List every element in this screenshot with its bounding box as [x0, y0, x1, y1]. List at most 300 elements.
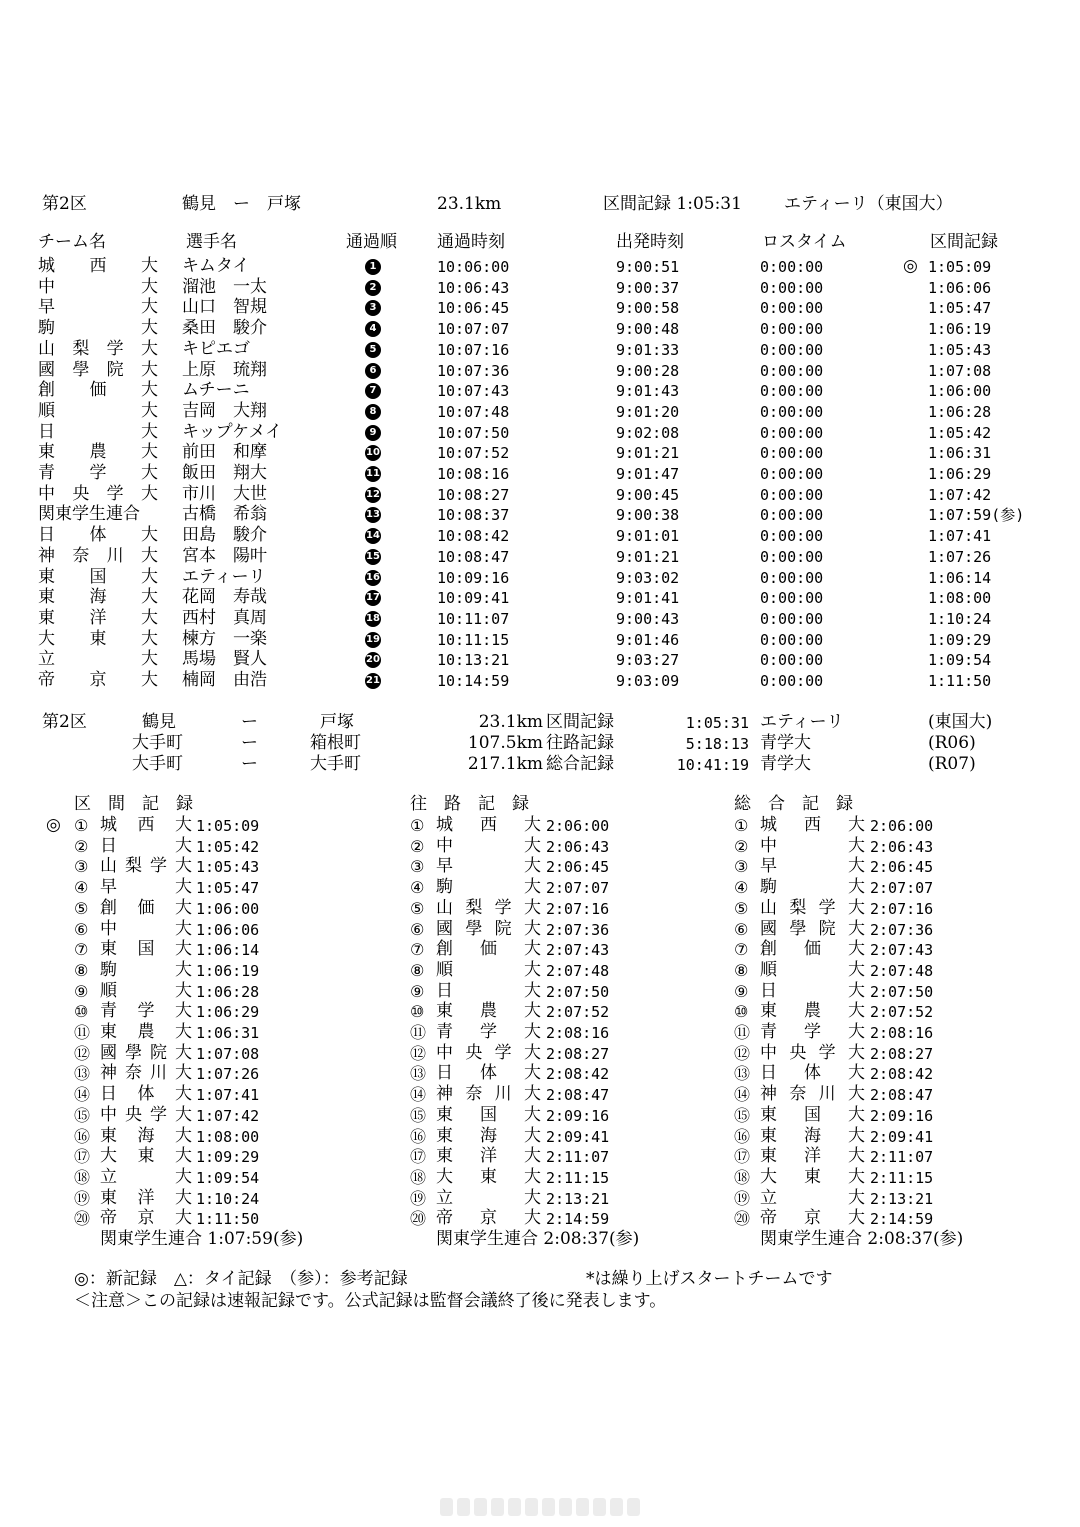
ranking-team: 東 海 大: [760, 1125, 865, 1146]
table-row: [0, 276, 1080, 299]
rank-number: ③: [410, 857, 425, 877]
ranking-team: 中 央 学 大: [760, 1042, 865, 1063]
pass-time: 10:13:21: [437, 651, 510, 670]
loss-time: 0:00:00: [760, 465, 824, 483]
runner-name: 飯田 翔大: [182, 463, 267, 483]
loss-time: 0:00:00: [760, 547, 824, 566]
rank-number: ⑧: [734, 960, 749, 980]
rank-number: ⑪: [734, 1023, 751, 1042]
rank-number: ⑥: [74, 919, 89, 939]
rank-badge: 1: [365, 259, 381, 275]
ranking-time: 1:05:43: [196, 858, 260, 877]
col-runner: 選手名: [186, 232, 237, 252]
rank-number: ②: [410, 836, 425, 856]
pass-time: 10:07:36: [437, 361, 510, 380]
team-name: 早 大: [38, 297, 158, 318]
ranking-extra: 関東学生連合 2:08:37(参): [436, 1229, 640, 1249]
loss-time: 0:00:00: [760, 589, 824, 608]
col-loss-time: ロスタイム: [762, 232, 847, 252]
team-name: 東 海 大: [38, 587, 158, 608]
rank-number: ⑫: [74, 1043, 91, 1063]
ranking-time: 2:08:16: [870, 1024, 934, 1042]
team-name: 國 學 院 大: [38, 359, 158, 380]
ranking-time: 1:08:00: [196, 1127, 260, 1146]
pass-time: 10:07:50: [437, 423, 510, 442]
section-label: 第2区: [42, 194, 87, 214]
ranking-team: 東 洋 大: [436, 1146, 541, 1167]
table-row: [0, 672, 1080, 692]
rank-number: ⑤: [734, 898, 749, 918]
distance-label: 23.1km: [437, 194, 502, 214]
pass-time: 10:06:45: [437, 299, 510, 318]
team-name: 駒 大: [38, 318, 158, 339]
ranking-team: 日 大: [760, 980, 865, 1001]
ranking-time: 1:07:08: [196, 1044, 260, 1063]
summary-holder: エティーリ: [760, 712, 844, 732]
col-pass-time: 通過時刻: [437, 232, 505, 252]
ranking-time: 2:11:15: [546, 1168, 610, 1187]
pass-time: 10:07:52: [437, 444, 510, 463]
ranking-time: 2:07:07: [870, 879, 934, 898]
summary-label: 総合記録: [546, 754, 614, 774]
loss-time: 0:00:00: [760, 506, 824, 525]
ranking-time: 1:09:29: [196, 1148, 260, 1167]
runner-name: 田島 駿介: [182, 525, 267, 546]
team-name: 帝 京 大: [38, 670, 158, 690]
ranking-time: 2:13:21: [870, 1189, 934, 1208]
ranking-time: 2:09:16: [870, 1106, 934, 1125]
section-time: 1:06:19: [928, 320, 992, 339]
table-row: [0, 338, 1080, 361]
rank-badge: 18: [365, 611, 381, 627]
table-row: [0, 382, 1080, 402]
rank-badge: 19: [365, 632, 381, 648]
rank-badge: 15: [365, 549, 381, 565]
ranking-title: 区 間 記 録: [74, 794, 193, 814]
ranking-time: 2:06:00: [546, 817, 610, 835]
rank-badge: 2: [365, 280, 381, 296]
section-record-holder: エティーリ（東国大）: [784, 194, 953, 214]
ranking-team: 中 央 学 大: [436, 1042, 541, 1063]
loss-time: 0:00:00: [760, 568, 824, 587]
start-time: 9:01:01: [616, 527, 680, 546]
loss-time: 0:00:00: [760, 402, 824, 421]
pass-time: 10:07:43: [437, 382, 510, 401]
start-time: 9:00:45: [616, 485, 680, 504]
start-time: 9:00:37: [616, 278, 680, 297]
ranking-team: 駒 大: [100, 959, 192, 980]
ranking-team: 青 学 大: [100, 1001, 192, 1022]
ranking-team: 中 央 学 大: [100, 1104, 192, 1125]
ranking-team: 立 大: [100, 1166, 192, 1187]
runner-name: 市川 大世: [182, 483, 267, 504]
ranking-time: 1:07:26: [196, 1065, 260, 1084]
watermark: [440, 1496, 650, 1518]
runner-name: エティーリ: [182, 566, 266, 587]
new-record-mark: ◎: [46, 815, 61, 835]
ranking-time: 1:06:28: [196, 982, 260, 1001]
team-name: 神 奈 川 大: [38, 545, 158, 566]
runner-name: キムタイ: [182, 256, 250, 276]
rank-number: ⑨: [410, 981, 425, 1001]
section-time: 1:06:00: [928, 382, 992, 401]
legend-text: ◎：新記録 △：タイ記録 （参）：参考記録: [74, 1269, 408, 1289]
section-time: 1:06:31: [928, 444, 992, 463]
team-name: 山 梨 学 大: [38, 338, 158, 359]
ranking-time: 1:09:54: [196, 1168, 260, 1187]
ranking-time: 2:07:16: [546, 899, 610, 918]
pass-time: 10:06:00: [437, 258, 510, 276]
runner-name: 上原 琉翔: [182, 359, 267, 380]
col-rank: 通過順: [346, 232, 397, 252]
ranking-team: 中 大: [760, 835, 865, 856]
team-name: 日 体 大: [38, 525, 158, 546]
start-time: 9:03:09: [616, 672, 680, 690]
rank-number: ⑮: [410, 1105, 427, 1125]
table-row: [0, 465, 1080, 485]
rank-number: ⑩: [734, 1002, 749, 1022]
section-time: 1:10:24: [928, 609, 992, 628]
rank-badge: 7: [365, 383, 381, 399]
pass-time: 10:08:42: [437, 527, 510, 546]
pass-time: 10:08:47: [437, 547, 510, 566]
rank-number: ⑲: [734, 1188, 751, 1208]
pass-time: 10:07:16: [437, 340, 510, 359]
start-time: 9:00:58: [616, 299, 680, 318]
summary-note: (R07): [928, 754, 976, 774]
table-row: [0, 258, 1080, 278]
rank-number: ⑩: [410, 1002, 425, 1022]
col-section-record: 区間記録: [930, 232, 998, 252]
summary-time: 5:18:13: [685, 735, 749, 753]
team-name: 青 学 大: [38, 463, 158, 483]
ranking-team: 神 奈 川 大: [436, 1084, 541, 1105]
ranking-time: 2:13:21: [546, 1189, 610, 1208]
pass-time: 10:07:48: [437, 402, 510, 421]
table-row: [0, 421, 1080, 444]
new-record-mark: ◎: [903, 256, 918, 276]
rank-number: ⑳: [410, 1209, 427, 1229]
section-time: 1:06:29: [928, 465, 992, 483]
ranking-time: 2:08:27: [870, 1044, 934, 1063]
start-time: 9:02:08: [616, 423, 680, 442]
runner-name: 前田 和摩: [182, 442, 267, 463]
rank-number: ⑥: [734, 919, 749, 939]
rank-number: ⑧: [410, 960, 425, 980]
loss-time: 0:00:00: [760, 485, 824, 504]
start-time: 9:03:27: [616, 651, 680, 670]
section-time: 1:08:00: [928, 589, 992, 608]
rank-badge: 10: [365, 445, 381, 461]
team-name: 関東学生連合: [38, 504, 140, 525]
ranking-time: 1:07:42: [196, 1106, 260, 1125]
ranking-time: 2:07:43: [546, 941, 610, 960]
rank-number: ⑤: [74, 898, 89, 918]
runner-name: 吉岡 大翔: [182, 400, 267, 421]
rank-number: ⑰: [410, 1147, 427, 1167]
ranking-time: 2:09:41: [870, 1127, 934, 1146]
summary-label: 往路記録: [546, 733, 614, 753]
ranking-team: 國 學 院 大: [436, 918, 541, 939]
rank-badge: 12: [365, 487, 381, 503]
summary-to: 戸塚: [320, 712, 354, 732]
ranking-time: 1:05:09: [196, 817, 260, 835]
ranking-team: 城 西 大: [760, 815, 865, 835]
team-name: 中 大: [38, 276, 158, 297]
section-time: 1:05:43: [928, 340, 992, 359]
section-time: 1:07:08: [928, 361, 992, 380]
table-row: [0, 320, 1080, 340]
runner-name: 山口 智規: [182, 297, 267, 318]
ranking-team: 大 東 大: [100, 1146, 192, 1167]
runner-name: 西村 真周: [182, 607, 267, 628]
rank-number: ⑤: [410, 898, 425, 918]
rank-number: ⑭: [410, 1085, 427, 1105]
start-time: 9:00:43: [616, 609, 680, 628]
table-row: [0, 628, 1080, 651]
loss-time: 0:00:00: [760, 423, 824, 442]
rank-number: ⑦: [734, 940, 749, 960]
section-time: 1:06:28: [928, 402, 992, 421]
ranking-time: 1:06:06: [196, 920, 260, 939]
summary-note: (東国大): [928, 712, 993, 732]
rank-number: ①: [734, 816, 749, 835]
table-row: [0, 651, 1080, 671]
start-time: 9:00:48: [616, 320, 680, 339]
rank-badge: 16: [365, 570, 381, 586]
ranking-time: 2:07:16: [870, 899, 934, 918]
pass-time: 10:14:59: [437, 672, 510, 690]
rank-number: ⑳: [734, 1209, 751, 1229]
team-name: 日 大: [38, 421, 158, 442]
rank-number: ⑦: [74, 940, 89, 960]
ranking-time: 2:14:59: [546, 1210, 610, 1229]
ranking-time: 2:06:45: [546, 858, 610, 877]
team-name: 立 大: [38, 649, 158, 670]
ranking-time: 2:11:07: [870, 1148, 934, 1167]
ranking-extra: 関東学生連合 2:08:37(参): [760, 1229, 964, 1249]
rank-number: ⑳: [74, 1209, 91, 1229]
start-time: 9:01:21: [616, 547, 680, 566]
summary-to: 箱根町: [310, 733, 361, 753]
rank-number: ⑯: [410, 1126, 427, 1146]
start-time: 9:00:38: [616, 506, 680, 525]
ranking-team: 創 価 大: [436, 939, 541, 960]
rank-number: ⑯: [734, 1126, 751, 1146]
ranking-team: 立 大: [436, 1187, 541, 1208]
pass-time: 10:07:07: [437, 320, 510, 339]
ranking-team: 國 學 院 大: [100, 1042, 192, 1063]
ranking-title: 総 合 記 録: [734, 794, 853, 814]
rank-badge: 11: [365, 466, 381, 482]
loss-time: 0:00:00: [760, 258, 824, 276]
section-time: 1:05:42: [928, 423, 992, 442]
runner-name: 馬場 賢人: [182, 649, 267, 670]
ranking-team: 東 農 大: [760, 1001, 865, 1022]
summary-dash: ー: [241, 733, 258, 753]
loss-time: 0:00:00: [760, 340, 824, 359]
summary-holder: 青学大: [760, 754, 811, 774]
ranking-team: 駒 大: [436, 877, 541, 898]
section-time: 1:11:50: [928, 672, 992, 690]
ranking-team: 山 梨 学 大: [100, 856, 192, 877]
ranking-time: 1:06:00: [196, 899, 260, 918]
table-row: [0, 483, 1080, 506]
rank-number: ⑪: [410, 1023, 427, 1042]
loss-time: 0:00:00: [760, 609, 824, 628]
rank-number: ⑨: [74, 981, 89, 1001]
ranking-time: 2:07:52: [546, 1003, 610, 1022]
table-row: [0, 589, 1080, 609]
summary-from: 大手町: [132, 754, 183, 774]
rank-number: ⑨: [734, 981, 749, 1001]
ranking-team: 日 体 大: [436, 1063, 541, 1084]
rank-number: ⑱: [734, 1167, 751, 1187]
pass-time: 10:08:37: [437, 506, 510, 525]
rank-number: ⑧: [74, 960, 89, 980]
ranking-team: 東 海 大: [100, 1125, 192, 1146]
rank-badge: 9: [365, 425, 381, 441]
route-label: 鶴見 ー 戸塚: [182, 194, 301, 214]
loss-time: 0:00:00: [760, 278, 824, 297]
ranking-team: 大 東 大: [760, 1166, 865, 1187]
ranking-team: 東 国 大: [436, 1104, 541, 1125]
team-name: 東 国 大: [38, 566, 158, 587]
runner-name: 古橋 希翁: [182, 504, 267, 525]
rank-number: ⑮: [74, 1105, 91, 1125]
section-time: 1:09:54: [928, 651, 992, 670]
ranking-time: 2:07:36: [870, 920, 934, 939]
ranking-time: 2:07:52: [870, 1003, 934, 1022]
loss-time: 0:00:00: [760, 672, 824, 690]
ranking-time: 2:07:36: [546, 920, 610, 939]
pass-time: 10:08:16: [437, 465, 510, 483]
ranking-team: 神 奈 川 大: [760, 1084, 865, 1105]
loss-time: 0:00:00: [760, 651, 824, 670]
rank-number: ④: [734, 878, 749, 898]
ranking-time: 2:07:48: [546, 961, 610, 980]
ranking-time: 2:11:07: [546, 1148, 610, 1167]
rank-badge: 20: [365, 652, 381, 668]
rank-number: ⑥: [410, 919, 425, 939]
rank-number: ⑰: [734, 1147, 751, 1167]
ranking-team: 城 西 大: [100, 815, 192, 835]
ranking-time: 2:07:48: [870, 961, 934, 980]
ranking-team: 日 大: [436, 980, 541, 1001]
ranking-time: 1:06:31: [196, 1024, 260, 1042]
ranking-time: 2:06:43: [546, 837, 610, 856]
table-row: [0, 527, 1080, 547]
runner-name: 桑田 駿介: [182, 318, 267, 339]
ranking-team: 國 學 院 大: [760, 918, 865, 939]
rank-number: ⑫: [410, 1043, 427, 1063]
section-record-label: 区間記録 1:05:31: [603, 194, 742, 214]
runner-name: 楝方 一楽: [182, 628, 267, 649]
ranking-team: 立 大: [760, 1187, 865, 1208]
rank-number: ⑬: [410, 1064, 427, 1084]
summary-note: (R06): [928, 733, 976, 753]
ranking-team: 東 国 大: [760, 1104, 865, 1125]
summary-from: 大手町: [132, 733, 183, 753]
rank-badge: 13: [365, 507, 381, 523]
rank-number: ⑬: [74, 1064, 91, 1084]
start-time: 9:01:33: [616, 340, 680, 359]
ranking-team: 山 梨 学 大: [760, 897, 865, 918]
ranking-team: 東 農 大: [100, 1022, 192, 1042]
rank-number: ⑱: [410, 1167, 427, 1187]
runner-name: 楠岡 由浩: [182, 670, 267, 690]
ranking-team: 早 大: [100, 877, 192, 898]
runner-name: キップケメイ: [182, 421, 283, 442]
section-time: 1:05:09: [928, 258, 992, 276]
ranking-team: 順 大: [436, 959, 541, 980]
ranking-team: 駒 大: [760, 877, 865, 898]
section-time: 1:07:59(参): [928, 506, 1025, 525]
section-time: 1:07:26: [928, 547, 992, 566]
pass-time: 10:11:15: [437, 630, 510, 649]
rank-badge: 5: [365, 342, 381, 358]
pass-time: 10:11:07: [437, 609, 510, 628]
summary-distance: 107.5km: [467, 733, 543, 753]
ranking-time: 2:11:15: [870, 1168, 934, 1187]
section-time: 1:07:41: [928, 527, 992, 546]
table-row: [0, 566, 1080, 589]
rank-number: ⑬: [734, 1064, 751, 1084]
rank-badge: 21: [365, 673, 381, 689]
ranking-time: 1:06:29: [196, 1003, 260, 1022]
table-row: [0, 359, 1080, 382]
summary-label: 区間記録: [546, 712, 614, 732]
start-time: 9:00:51: [616, 258, 680, 276]
loss-time: 0:00:00: [760, 630, 824, 649]
ranking-time: 2:07:43: [870, 941, 934, 960]
rank-number: ⑱: [74, 1167, 91, 1187]
table-row: [0, 545, 1080, 568]
ranking-team: 山 梨 学 大: [436, 897, 541, 918]
ranking-time: 2:08:42: [546, 1065, 610, 1084]
start-time: 9:03:02: [616, 568, 680, 587]
rank-number: ④: [410, 878, 425, 898]
table-row: [0, 506, 1080, 526]
rank-number: ⑩: [74, 1002, 89, 1022]
rank-number: ⑫: [734, 1043, 751, 1063]
team-name: 大 東 大: [38, 628, 158, 649]
ranking-team: 帝 京 大: [436, 1208, 541, 1229]
ranking-team: 東 洋 大: [100, 1187, 192, 1208]
runner-name: ムチーニ: [182, 380, 250, 401]
rank-number: ⑮: [734, 1105, 751, 1125]
team-name: 順 大: [38, 400, 158, 421]
rank-number: ③: [734, 857, 749, 877]
ranking-time: 2:06:45: [870, 858, 934, 877]
summary-time: 10:41:19: [676, 756, 749, 774]
ranking-time: 2:08:47: [870, 1086, 934, 1105]
rank-badge: 3: [365, 300, 381, 316]
summary-section: 第2区: [42, 712, 87, 732]
ranking-team: 中 大: [100, 918, 192, 939]
section-time: 1:06:14: [928, 568, 992, 587]
loss-time: 0:00:00: [760, 299, 824, 318]
col-team: チーム名: [38, 232, 106, 252]
runner-name: 花岡 寿哉: [182, 587, 267, 608]
rank-badge: 14: [365, 528, 381, 544]
ranking-team: 神 奈 川 大: [100, 1063, 192, 1084]
rank-number: ⑯: [74, 1126, 91, 1146]
summary-dash: ー: [241, 712, 258, 732]
summary-distance: 23.1km: [478, 712, 543, 732]
ranking-time: 1:06:19: [196, 961, 260, 980]
rank-number: ⑦: [410, 940, 425, 960]
